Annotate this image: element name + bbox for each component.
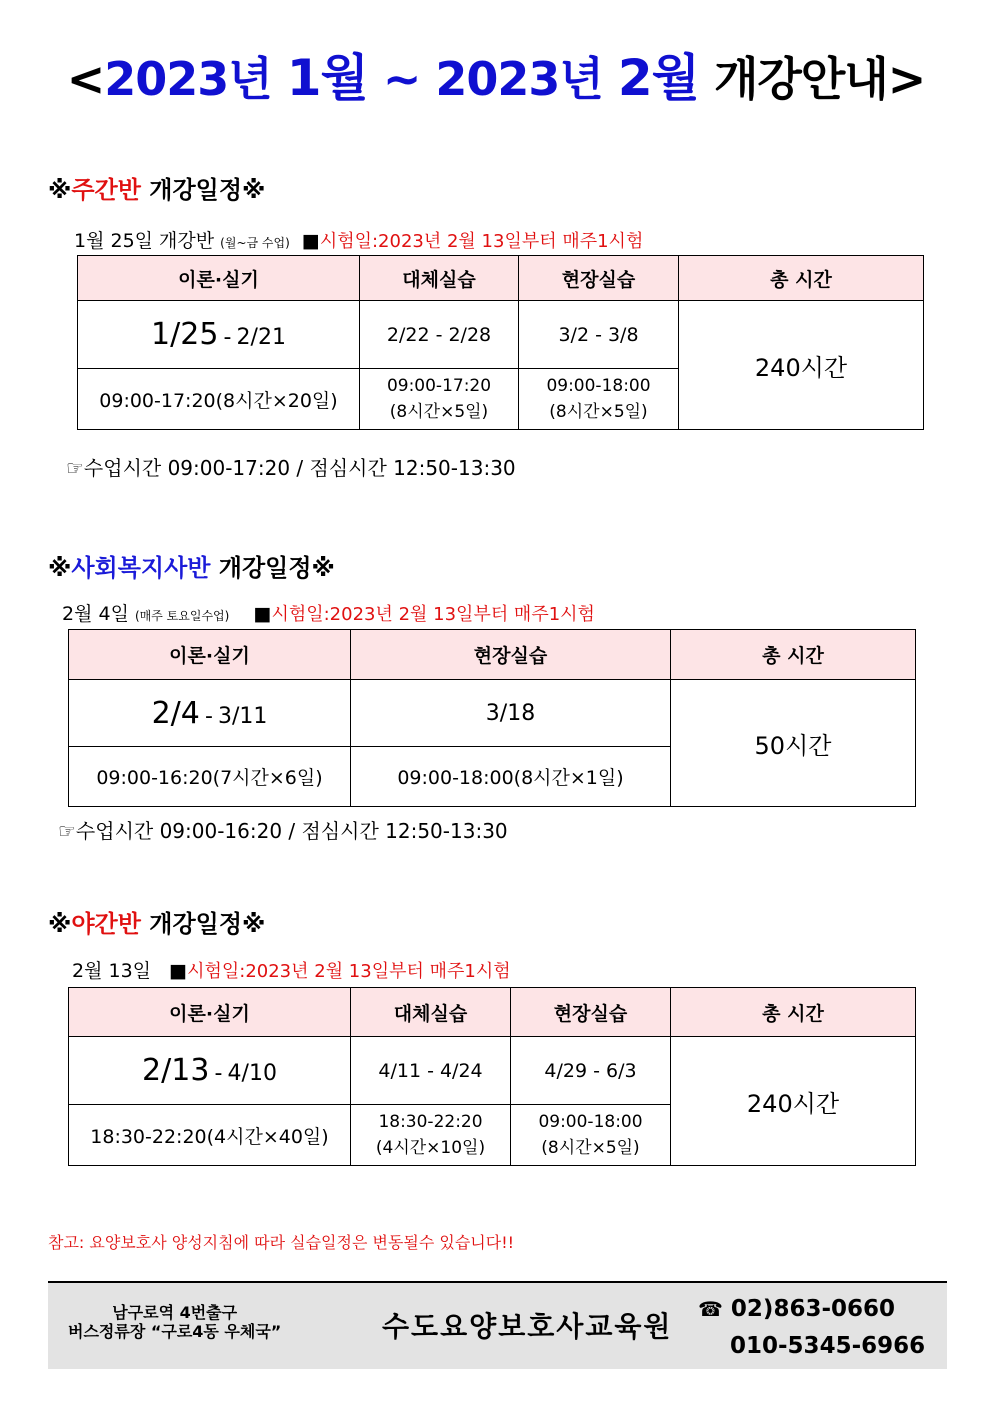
section-heading-social-worker (48, 548, 335, 583)
reference-mark: ※ (242, 910, 266, 938)
bus-stop-line: 버스정류장 “구로4동 우체국” (68, 1322, 282, 1341)
column-header: 이론·실기 (78, 256, 360, 301)
column-header: 대체실습 (360, 256, 519, 301)
hours-detail: (4시간×10일) (375, 1138, 486, 1158)
total-hours: 240시간 (671, 1037, 916, 1166)
substitute-practice-period: 2/22 - 2/28 (360, 301, 519, 369)
total-hours: 50시간 (671, 680, 916, 807)
substitute-practice-hours (360, 369, 519, 430)
time-range: 18:30-22:20 (378, 1112, 483, 1132)
section-heading-text: 개강일정 (140, 176, 242, 204)
table-header-row (78, 256, 924, 301)
field-practice-hours (511, 1105, 671, 1166)
location-info (68, 1303, 281, 1341)
start-date: 2월 4일 (62, 603, 129, 625)
column-header: 현장실습 (519, 256, 679, 301)
table-row (69, 1037, 916, 1105)
exam-date-note: 시험일:2023년 2월 13일부터 매주1시험 (271, 604, 595, 625)
class-time-note: ☞수업시간 09:00-16:20 / 점심시간 12:50-13:30 (58, 819, 508, 843)
title-year-end: 2023년 (435, 52, 603, 106)
period-dash: - (214, 1061, 223, 1086)
period-start: 1/25 (151, 317, 219, 352)
schedule-table-daytime (77, 255, 924, 430)
start-date-line (62, 599, 595, 626)
column-header: 현장실습 (511, 988, 671, 1037)
start-date-line (72, 956, 511, 983)
section-name: 사회복지사반 (71, 554, 211, 582)
organization-name: 수도요양보호사교육원 (382, 1310, 673, 1343)
column-header: 대체실습 (351, 988, 511, 1037)
field-practice-period: 4/29 - 6/3 (511, 1037, 671, 1105)
substitute-practice-period: 4/11 - 4/24 (351, 1037, 511, 1105)
column-header: 총 시간 (679, 256, 924, 301)
class-days-note: (매주 토요일수업) (134, 609, 230, 623)
field-practice-hours: 09:00-18:00(8시간×1일) (351, 747, 671, 807)
start-date-line (74, 226, 643, 253)
reference-mark: ※ (48, 176, 72, 204)
column-header: 총 시간 (671, 988, 916, 1037)
theory-hours: 18:30-22:20(4시간×40일) (69, 1105, 351, 1166)
title-year-start: 2023년 (104, 52, 272, 106)
field-practice-period: 3/2 - 3/8 (519, 301, 679, 369)
time-range: 09:00-18:00 (538, 1112, 643, 1132)
field-practice-hours (519, 369, 679, 430)
exam-date-note: 시험일:2023년 2월 13일부터 매주1시험 (187, 961, 511, 982)
theory-period (69, 1037, 351, 1105)
table-row (69, 680, 916, 747)
reference-mark: ※ (242, 176, 266, 204)
footer-contact-bar (48, 1281, 947, 1369)
theory-period (69, 680, 351, 747)
theory-hours: 09:00-17:20(8시간×20일) (78, 369, 360, 430)
square-bullet-icon: ■ (169, 960, 188, 982)
column-header: 총 시간 (671, 630, 916, 680)
title-bracket-open: < (66, 52, 105, 106)
section-name: 야간반 (71, 910, 141, 938)
time-range: 09:00-18:00 (546, 376, 651, 396)
column-header: 이론·실기 (69, 630, 351, 680)
theory-period (78, 301, 360, 369)
phone-number[interactable]: 02)863-0660 (730, 1296, 896, 1322)
table-row (78, 301, 924, 369)
period-start: 2/13 (142, 1053, 210, 1088)
reference-mark: ※ (48, 554, 72, 582)
title-bracket-close: > (887, 52, 926, 106)
theory-hours: 09:00-16:20(7시간×6일) (69, 747, 351, 807)
hours-detail: (8시간×5일) (549, 402, 648, 422)
column-header: 이론·실기 (69, 988, 351, 1037)
location-line: 남구로역 4번출구 (112, 1303, 238, 1322)
period-end: 4/10 (227, 1061, 277, 1086)
reference-mark: ※ (311, 554, 335, 582)
period-start: 2/4 (151, 695, 200, 731)
square-bullet-icon: ■ (301, 230, 320, 252)
phone-numbers (698, 1291, 925, 1365)
title-month-end: 2월 (617, 49, 699, 107)
table-header-row (69, 988, 916, 1037)
title-month-start: 1월 (286, 49, 368, 107)
exam-date-note: 시험일:2023년 2월 13일부터 매주1시험 (319, 231, 644, 252)
total-hours: 240시간 (679, 301, 924, 430)
start-date: 1월 25일 개강반 (74, 230, 215, 252)
period-dash: - (204, 703, 213, 729)
period-dash: - (223, 325, 232, 350)
reference-note: 참고: 요양보호사 양성지침에 따라 실습일정은 변동될수 있습니다!! (48, 1233, 515, 1252)
title-tilde: ~ (382, 52, 421, 106)
hours-detail: (8시간×5일) (541, 1138, 640, 1158)
period-end: 3/11 (218, 703, 268, 729)
class-time-note: ☞수업시간 09:00-17:20 / 점심시간 12:50-13:30 (66, 456, 516, 480)
mobile-number[interactable]: 010-5345-6966 (730, 1333, 926, 1359)
substitute-practice-hours (351, 1105, 511, 1166)
square-bullet-icon: ■ (253, 603, 272, 625)
section-heading-text: 개강일정 (140, 910, 242, 938)
table-header-row (69, 630, 916, 680)
hours-detail: (8시간×5일) (389, 402, 489, 422)
schedule-table-social-worker (68, 629, 916, 807)
section-heading-evening (48, 904, 265, 939)
section-name: 주간반 (71, 176, 141, 204)
class-days-note: (월~금 수업) (220, 236, 290, 250)
start-date: 2월 13일 (72, 960, 152, 982)
section-heading-text: 개강일정 (210, 554, 312, 582)
section-heading-daytime (48, 170, 265, 205)
schedule-table-evening (68, 987, 916, 1166)
reference-mark: ※ (48, 910, 72, 938)
page-title (0, 38, 992, 110)
column-header: 현장실습 (351, 630, 671, 680)
field-practice-period: 3/18 (351, 680, 671, 747)
telephone-icon: ☎ (698, 1297, 723, 1321)
period-end: 2/21 (236, 325, 286, 350)
title-suffix: 개강안내 (714, 52, 888, 106)
time-range: 09:00-17:20 (386, 376, 492, 396)
